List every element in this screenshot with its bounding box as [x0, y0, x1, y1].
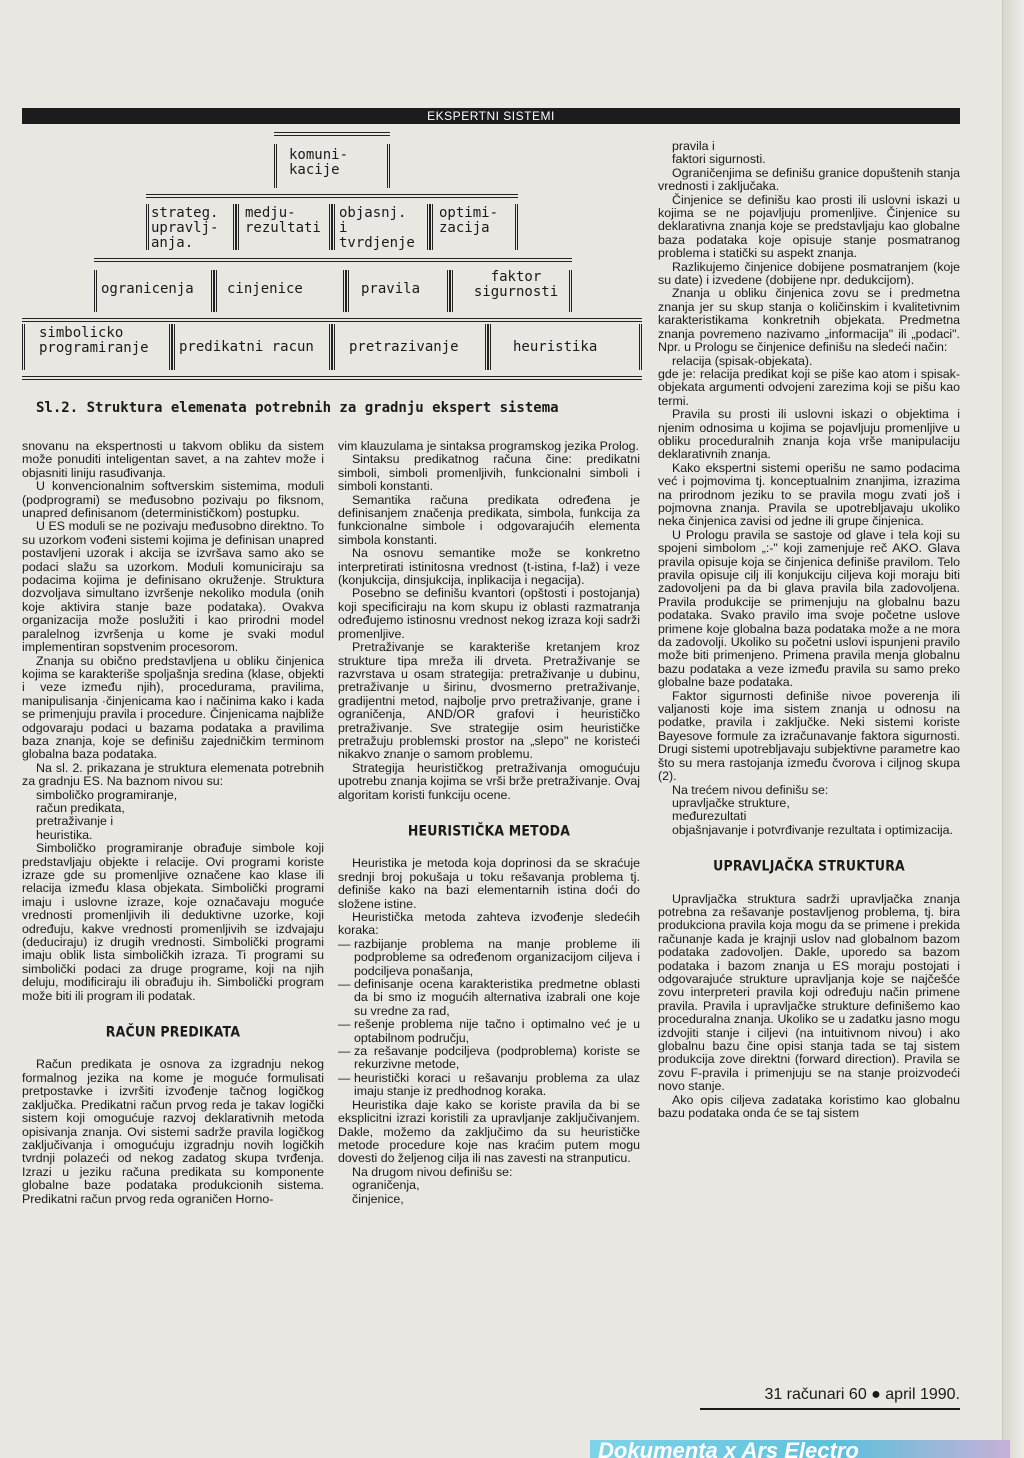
paragraph: Sintaksu predikatnog računa čine: predikatni simboli, simboli promenljivih, funkcionalni simboli i simboli konstanti. — [338, 452, 640, 494]
diagram-box-pravila: pravila — [346, 270, 450, 312]
diagram-box-ogranicenja: ogranicenja — [94, 270, 214, 312]
paragraph: Na sl. 2. prikazana je struktura elemenata potrebnih za gradnju ES. Na baznom nivou su: — [22, 760, 324, 789]
diagram-box-heuristika: heuristika — [488, 324, 642, 370]
diagram-box-faktor: faktor sigurnosti — [450, 270, 572, 312]
paragraph: vim klauzulama je sintaksa programskog jezika Prolog. — [338, 439, 639, 453]
paragraph: U Prologu pravila se sastoje od glave i tela koji su spojeni simbolom „:-" koji zamenjuje reč AKO. Glava pravila opisuje koja se činjenica definiše pravilom. Telo pravila opisuje cilj ili konjukciju ciljeva koji moraju biti zadovoljeni pa da bi glava pravila bila zadovoljena. Pravila produkcije se primenjuju na globalnu bazu podataka. Svako pravilo ima svoje početne uslove primene koje globalna baza podataka može a ne mora da zadovolji. Ukoliko su početni uslovi ispunjeni pravilo može biti primenjeno. Primena pravila menja globalnu bazu podataka a veze između pravila su samo preko globalne baze podataka. — [658, 527, 960, 690]
page-edge — [1002, 0, 1024, 1458]
paragraph: Račun predikata je osnova za izgradnju nekog formalnog jezika na kome je moguće formulisati pretpostavke i izvršiti izvođenje tačnog logičkog zaključka. Predikatni račun prvog reda je takav logički sistem koji omogućuje razvoj deklarativnih metoda opisivanja znanja. Ovi sistemi sadrže pravila logičkog zaključivanja i omogućuju izgradnju novih logičkih tvrdnji polazeći od nekog zadatog skupa tvrđenja. Izrazi u jeziku računa predikata su komponente globalne baze podataka produkcionih sistema. Predikatni račun prvog reda ograničen Horno- — [22, 1057, 324, 1206]
paragraph: Znanja su obično predstavljena u obliku činjenica kojima se karakteriše spoljašnja sredina (klase, objekti i veze između njih), procedurama, pravilima, manipulisanja ·činjenicama kao i načinima kako i kada se primenjuju pravila i procedure. Činjenicama najbliže odgovaraju podaci u bazama podataka a pravilima baza znanja, koje se definišu zajedničkim terminom globalna baza podataka. — [22, 653, 324, 762]
diagram-box-predikatni: predikatni racun — [172, 324, 332, 370]
diagram-rule — [274, 132, 390, 136]
paragraph: pretraživanje i — [36, 814, 114, 829]
paragraph: Semantika računa predikata određena je definisanjem značenja predikata, simbola, funkcija za funkcionalne simbole i odgovarajućih elementa simbola konstanti. — [338, 492, 640, 547]
paragraph: Heuristička metoda zahteva izvođenje sledećih koraka: — [338, 910, 640, 938]
paragraph: Posebno se definišu kvantori (opštosti i postojanja) koji specificiraju na kom skupu iz oblasti razmatranja određujemo istinosnu vrednost nekog izraza koji sadrži promenljive. — [338, 586, 640, 641]
paragraph: Pretraživanje se karakteriše kretanjem kroz strukture tipa mreža ili drveta. Pretraživanje se razvrstava u osam strategija: pretraživanje u dubinu, pretraživanje u širinu, dvosmerno pretraživanje, gradijentni metod, najbolje prvo pretraživanje, grane i ograničenja, AND/OR grafovi i heurističko pretraživanje. Sve strategije osim heurističke pretražuju problemski prostor na „slepo" ne koristeći nikakvo znanje o samom problemu. — [338, 640, 640, 762]
list-item: — heuristički koraci u rešavanju problema za ulaz imaju stanje iz predhodnog koraka. — [338, 1072, 640, 1099]
paragraph: Na trećem nivou definišu se: — [672, 782, 829, 797]
list-item: — za rešavanje podciljeva (podproblema) koriste se rekurzivne metode, — [338, 1045, 640, 1072]
section-heading: RAČUN PREDIKATA — [105, 1022, 241, 1041]
paragraph: U ES moduli se ne pozivaju međusobno direktno. To su uzorkom vođeni sistemi kojima je definisan unapred postavljeni uzorak i akcija se izvršava samo ako se podaci slažu sa uzorkom. Moduli komuniciraju sa podacima kojima je definisano okruženje. Struktura dozvoljava simultano izvršenje nekoliko modula (onih koje aktivira stanje baze podataka). Ovakva organizacija može poslužiti i kao prirodni model paralelnog izvršenja u kome je svaki modul implementiran sopstvenim procesorom. — [22, 519, 324, 655]
paragraph: račun predikata, — [36, 800, 125, 815]
paragraph: Heuristika je metoda koja doprinosi da se skraćuje srednji broj pokušaja u toku rešavanja problema tj. definiše kako na bazi elementarnih istina doći do složene istine. — [338, 856, 640, 911]
diagram-box-pretrazivanje: pretrazivanje — [332, 324, 488, 370]
paragraph: snovanu na ekspertnosti u takvom obliku da sistem može ponuditi inteligentan savet, a na zahtev može i objasniti liniju rasuđivanja. — [22, 439, 324, 480]
text-column-3 — [658, 140, 960, 1120]
bleed-through-text: Dokumenta x Ars Electro — [590, 1440, 1010, 1458]
diagram-box-objasnj: objasnj. i tvrdjenje — [332, 204, 430, 250]
paragraph: U konvencionalnim softverskim sistemima, moduli (podprogrami) se međusobno pozivaju po fiksnom, unapred definisanom (determinističkom) postupku. — [22, 479, 324, 521]
diagram-rule — [94, 258, 572, 262]
section-header: EKSPERTNI SISTEMI — [22, 108, 960, 124]
diagram-box-strateg: strateg. upravlj- anja. — [146, 204, 236, 250]
diagram-rule — [22, 318, 642, 322]
figure-caption: Sl.2. Struktura elemenata potrebnih za gradnju ekspert sistema — [36, 400, 559, 416]
diagram-box-cinjenice: cinjenice — [214, 270, 346, 312]
page-folio: 31 računari 60 ● april 1990. — [764, 1386, 960, 1403]
list-item: — rešenje problema nije tačno i optimalno već je u optabilnom području, — [338, 1018, 640, 1045]
list-item: — definisanje ocena karakteristika predmetne oblasti da bi smo iz mogućih alternativa izabrali one koje su vredne za rad, — [338, 978, 640, 1018]
paragraph: Strategija heurističkog pretraživanja omogućuju upotrebu znanja kojima se vrši brže pretraživanje. Ovaj algoritam koristi funkciju ocene. — [338, 760, 640, 802]
list-item: — razbijanje problema na manje probleme ili podprobleme sa određenom organizacijom ciljeva i podciljeva ponašanja, — [338, 938, 640, 978]
paragraph: Činjenice se definišu kao prosti ili uslovni iskazi u kojima se ne pojavljuju promenljive. Činjenice su deklarativna znanja koje se predstavljaju kao globalne baza podataka koje opisuje stanje posmatranog problema i statički su aspekt znanja. — [658, 192, 960, 261]
section-heading: UPRAVLJAČKA STRUKTURA — [713, 856, 905, 875]
paragraph: ograničenja, — [352, 1178, 420, 1193]
folio-rule — [700, 1408, 960, 1410]
paragraph: Upravljačka struktura sadrži upravljačka znanja potrebna za rešavanje postavljenog problema, tj. bira produkciona pravila koja mogu da se primene i prekida računanje kada je krajnji uslov nad globalnom bazom podataka zadovoljen. Dakle, uporedo sa bazom podataka i bazom znanja u ES moraju postojati i odgovarajuće strukture upravljanja koje se najčešće zovu interpreteri pravila koji određuju način primene pravila. Pravila i upravljačke strukture definišemo kao proceduralna znanja. Ukoliko se u zadatku jasno mogu izdvojiti stanje i ciljevi (na intuitivnom nivou) i ako globalnu bazu čine opisi stanja tada se taj sistem produkcija zove direktni (forward direction). Pravila se zovu F-pravila i primenjuju se na stanje proizvodeći novo stanje. — [658, 891, 960, 1094]
paragraph: Razlikujemo činjenice dobijene posmatranjem (koje su date) i izvedene (dobijene npr. dedukcijom). — [658, 259, 960, 288]
paragraph: objašnjavanje i potvrđivanje rezultata i optimizacija. — [672, 822, 954, 837]
paragraph: Simboličko programiranje obrađuje simbole koji predstavljaju objekte i relacije. Ovi programi koriste izraze gde su promenljive označene kao klase ili relacija između klasa objekata. Simbolički programi imaju i uslovne izraze, koje označavaju moguće vrednosti promenljivih ili deduktivne uzorke, koji određuju, kakve vrednosti promenljivih se izdvajaju (deduciraju) iz drugih vrednosti. Simbolički programi imaju oblik lista simboličkih izraza. Ti programi su simbolički podaci za druge programe, koji na njih deluju, modificiraju ili obrađuju ih. Simbolički program može biti ili program ili podatak. — [22, 841, 324, 1003]
paragraph: simboličko programiranje, — [36, 787, 178, 802]
diagram-box-komunikacije: komuni- kacije — [274, 144, 390, 188]
paragraph: faktori sigurnosti. — [672, 152, 766, 167]
paragraph: Pravila su prosti ili uslovni iskazi o objektima i njenim odnosima u kojima se pojavljuju promenljive u obliku proceduralnih znanja koja vrše manipulaciju deklarativnih znanja. — [658, 407, 960, 462]
text-column-2 — [338, 440, 640, 1206]
diagram-box-optimizacija: optimi- zacija — [430, 204, 518, 250]
paragraph: Heuristika daje kako se koriste pravila da bi se eksplicitni izrazi koristili za upravljanje zaključivanjem. Dakle, možemo da zaključimo da su heurističke metode procedure koje nas kraćim putem mogu dovesti do željenog cilja ili nas zavesti na stranputicu. — [338, 1097, 640, 1166]
diagram-box-medjurezultati: medju- rezultati — [236, 204, 332, 250]
section-heading: HEURISTIČKA METODA — [407, 821, 571, 840]
paragraph: međurezultati — [672, 809, 747, 824]
paragraph: Kako ekspertni sistemi operišu ne samo podacima već i pojmovima tj. konceptualnim znanjima, izrazima na prirodnom jeziku to se pravila mogu zvati još i pojmovna znanja. Pravila se upotrebljavaju ukoliko neka činjenica zavisi od jedne ili grupe činjenica. — [658, 460, 960, 529]
paragraph: Ako opis ciljeva zadataka koristimo kao globalnu bazu podataka onda će se taj sistem — [658, 1092, 960, 1121]
paragraph: gde je: relacija predikat koji se piše kao atom i spisak-objekata argumenti odvojeni zarezima koji se pišu kao termi. — [658, 366, 960, 408]
paragraph: upravljačke strukture, — [672, 795, 790, 810]
diagram-box-simbolicko: simbolicko programiranje — [22, 324, 172, 370]
paragraph: Na osnovu semantike može se konkretno interpretirati istinitosna vrednost (t-istina, f-laž) i veze (konjukcija, dinsjukcija, inplikacija i negacija). — [338, 546, 640, 588]
structure-diagram — [22, 130, 642, 400]
paragraph: pravila i — [672, 139, 715, 153]
paragraph: relacija (spisak-objekata). — [672, 353, 813, 368]
paragraph: heuristika. — [36, 827, 93, 842]
paragraph: činjenice, — [352, 1191, 404, 1206]
diagram-rule — [22, 376, 642, 380]
diagram-rule — [146, 194, 518, 198]
text-column-1 — [22, 440, 324, 1206]
paragraph: Faktor sigurnosti definiše nivoe poverenja ili valjanosti koje ima sistem znanja u odnosu na podatke, pravila i zaključke. Neki sistemi koriste Bayesove formule za izračunavanje faktora sigurnosti. Drugi sistemi upotrebljavaju subjektivne parametre kao što su mera rastojanja između čvorova i ciljnog skupa (2). — [658, 688, 960, 784]
paragraph: Znanja u obliku činjenica zovu se i predmetna znanja jer su skup stanja o količinskim i kvalitetivnim karakteristikama konkretnih objekata. Predmetna znanja povremeno nazivamo „informacija" ili „podaci". Npr. u Prologu se činjenice definišu na sledeći način: — [658, 286, 960, 355]
paragraph: Ograničenjima se definišu granice dopuštenih stanja vrednosti i zaključaka. — [658, 165, 960, 194]
paragraph: Na drugom nivou definišu se: — [352, 1164, 513, 1179]
